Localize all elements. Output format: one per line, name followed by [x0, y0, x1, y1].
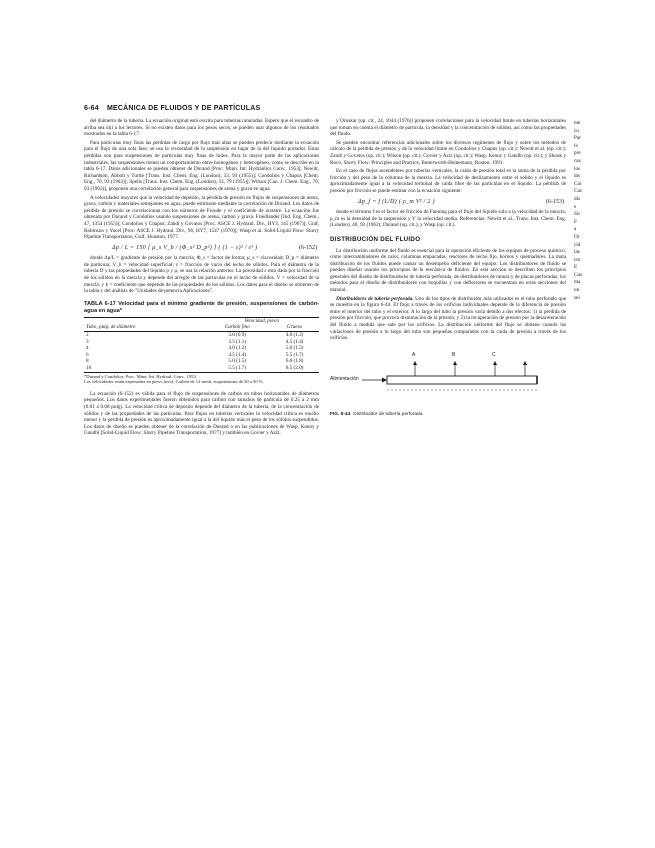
table-footnote: Las velocidades están expresadas en pies/s (m/s). Carbón de 12 mesh, suspensiones de 30 a 50 %.: [84, 379, 264, 385]
table-cell: 6.0 (1.8): [285, 358, 304, 365]
table-title: TABLA 6-17 Velocidad para el mínimo gradiente de presión, suspensiones de carbón-agua en agua*: [84, 300, 319, 314]
velocity-table: [84, 317, 319, 373]
outlet-arrow-head: [413, 361, 417, 365]
equation-number: (6-153): [546, 198, 564, 205]
right-after-equation: donde el término f es el factor de fricción de Fanning para el flujo del líquido solo a la velocidad de la mezcla, ρ_m es la densidad de la suspensión y V la velocidad media. Referencias: Newitt et al., Trans. Inst. Chem. Eng. (London), 40, 93 (1962); Durand (op. cit.), y Wasp (op. cit.).: [330, 209, 566, 229]
table-cell: 2: [86, 332, 89, 339]
page-number: 6-64: [84, 105, 99, 112]
margin-fragment: Or: [574, 233, 580, 240]
margin-fragment: un: [574, 287, 580, 294]
pipe-body: [387, 376, 537, 384]
running-title: MECÁNICA DE FLUIDOS Y DE PARTÍCULAS: [106, 105, 261, 112]
table-cell: 4.0 (1.2): [228, 345, 247, 352]
table-row: [84, 332, 319, 339]
table-cell: 3.0 (0.9): [228, 332, 247, 339]
margin-fragment: cre: [574, 256, 581, 263]
left-after-equation: donde Δp/L = gradiente de presión por la mezcla; Φ_s = factor de forma; μ_s = viscosidad; D_p = diámetro de partícula; V_b = velocidad superficial; ε = fracción de vacío del lecho de sólidos. Para el diámetro de la tubería D y las propiedades del líquido ρ y μ, se usa la relación anterior. La porosidad ε está dada por la fracción de los sólidos en la mezcla y depende del arreglo de las partículas en el lecho de sólidos. V = velocidad de la mezcla; y k = coeficiente que depende de las propiedades de los sólidos. Los datos para el diseño se obtienen de la tabla y del análisis de "Unidades de potencia Aplicaciones".: [84, 255, 319, 295]
running-header: [84, 105, 260, 112]
figure-number: FIG. 6-44: [330, 411, 351, 417]
table-cell: 8: [86, 358, 89, 365]
table-footnotes: [84, 374, 319, 385]
section-title: DISTRIBUCIÓN DEL FLUIDO: [330, 235, 421, 243]
table-cell: 4: [86, 345, 89, 352]
hole-label: B: [452, 351, 456, 358]
table-group-header: Velocidad, pies/s: [204, 317, 319, 324]
hole-label: A: [412, 351, 416, 358]
margin-fragment: pre: [574, 150, 581, 157]
margin-fragment: a: [574, 226, 577, 233]
margin-fragment: Cas: [574, 188, 582, 195]
margin-fragment: F: [574, 218, 577, 225]
equation-6-152: [112, 245, 319, 252]
table-cell: 5.5 (1.7): [285, 351, 304, 358]
outlet-arrow-head: [493, 361, 497, 365]
left-paragraph-1: del diámetro de la tubería. La ecuación original está escrita para tuberías ranuradas. Espero que el recuadro de arriba sea útil a los lectores. Si no existen datos para los pesos secos, se pueden usar algunos de los resultados mostrados en la tabla 6-17.: [84, 118, 319, 138]
table-cell: 3: [86, 338, 89, 345]
hole-label: C: [492, 351, 496, 358]
table-col-header: Tubo, pulg. de diámetro: [84, 324, 204, 331]
margin-fragment: Gas: [574, 271, 583, 278]
margin-fragment: ma: [574, 279, 581, 286]
table-row: [84, 345, 319, 352]
table-cell: 3.5 (1.1): [228, 338, 247, 345]
outlet-arrow-head: [523, 361, 527, 365]
outlet-arrow-head: [453, 361, 457, 365]
inlet-arrow-head: [382, 377, 387, 382]
figure-caption: [330, 412, 424, 419]
margin-fragment: cu: [574, 127, 579, 134]
inlet-label: Alimentación: [330, 375, 359, 382]
margin-fragment: e: [574, 203, 577, 210]
margin-fragment: sel: [574, 294, 580, 301]
table-cell: 10: [84, 365, 204, 372]
table-row: [84, 365, 319, 372]
equation-formula: Δp / L = 150 [ μ_s V_b / (Φ_s² D_p²) ] ( (1 − ε)² / ε³ ): [112, 244, 258, 251]
margin-fragment: Cor: [574, 180, 582, 187]
table-cell: 5.0 (1.5): [228, 358, 247, 365]
margin-fragment: dis: [574, 195, 581, 202]
adjacent-page-fragments: [574, 120, 594, 302]
equation-formula: Δp_f = f (L/D) ( ρ_m V² / 2 ): [358, 198, 435, 205]
left-paragraph-2: Para partículas muy finas las pérdidas de carga por flujo más altas se pueden predecir mediante la ecuación para el flujo de una sola fase; se usa la viscosidad de la suspensión en lugar de la del líquido portador. Estas pérdidas son para suspensiones de partículas muy finas de lodos. Para la mayor parte de las aplicaciones industriales, las suspensiones tienen un comportamiento entre homogéneo y heterogéneo, como se describe en la tabla 6-17. Datos adicionales se pueden obtener de Durand [Proc. Minn. Int. Hydraulics Conv., 1953], Newitt, Richardson, Abbott y Turtle [Trans. Inst. Chem. Eng. (London), 33, 93 (1955)]; Condolios y Chapus [Chem. Eng., 70, 93 (1963)]; Spells [Trans. Inst. Chem. Eng. (London), 33, 79 (1955)]; Wilson [Can. J. Chem. Eng., 70, 93 (1963)], proponen una correlación general para suspensiones de arena y grava en agua.: [84, 139, 319, 192]
table-cell: 5.0 (1.5): [285, 345, 304, 352]
equation-6-153: [358, 199, 566, 206]
section-paragraph: La distribución uniforme del fluido es esencial para la operación eficiente de los equipos de proceso químico, como intercambiadores de calor, columnas empacadas, reactores de lecho fijo, hornos y quemadores. La mala distribución de los fluidos puede causar un desempeño deficiente del equipo. Los distribuidores de fluido se pueden diseñar usando los principios de la mecánica de fluidos. En esta sección se describen los principios generales del diseño de distribuidores de tubería perforada, de distribuidores de ranura y de placas perforadas; los métodos para el diseño de distribuidores con boquillas y con deflectores se encuentran en otras secciones del manual.: [330, 247, 566, 294]
margin-fragment: los: [574, 165, 581, 172]
right-paragraph-2: Se pueden encontrar referencias adicionales sobre los diversos regímenes de flujo y sobre los métodos de cálculo de la pérdida de presión y de la velocidad límite en Condolios y Chapus (op. cit.); Newitt et al. (op. cit.); Zandi y Govatos (op. cit.); Wilson (op. cit.); Govier y Aziz (op. cit.); Wasp, Kenny y Gandhi (op. cit.); y Shook y Roco, Slurry Flow: Principles and Practice, Butterworth-Heinemann, Boston, 1991.: [330, 139, 566, 166]
margin-fragment: lo: [574, 142, 579, 149]
margin-fragment: las: [574, 249, 580, 256]
subsection-title: Distribuidores de tubería perforada.: [336, 295, 414, 302]
left-closing-paragraph: La ecuación (6-152) es válida para el flujo de suspensiones de carbón en tubos horizontales de diámetros pequeños. Los datos experimentales fueron obtenidos para carbón con tamaños de partícula de 0.25 a 2 mm (0.01 a 0.08 pulg). La velocidad crítica de depósito depende del diámetro de la tubería, de la concentración de sólidos y de las propiedades de las partículas. Para flujos en tuberías verticales la velocidad crítica es mucho menor y la pérdida de presión es aproximadamente igual a la del líquido más el peso de los sólidos suspendidos. Los datos de diseño se pueden obtener de la correlación de Durand o en las publicaciones de Wasp, Kenny y Gandhi [Solid-Liquid Flow: Slurry Pipeline Transportation, 1977] y también en Govier y Aziz.: [84, 390, 319, 437]
table-cell: 5.5 (1.7): [204, 365, 270, 372]
table-cell: 6: [86, 351, 89, 358]
perforated-pipe-diagram: [330, 350, 566, 412]
table-col-header: Grueso: [270, 324, 319, 331]
table-col-header: Carbón fino: [204, 324, 270, 331]
equation-number: (6-152): [299, 244, 317, 251]
figure-caption-text: Distribuidor de tubería perforada.: [353, 411, 424, 417]
margin-fragment: me: [574, 120, 581, 126]
table-cell: 4.5 (1.4): [228, 351, 247, 358]
margin-fragment: Par: [574, 135, 581, 142]
right-paragraph-1: y Oroskar (op. cit., 24, 1044 (1976)) proponen correlaciones para la velocidad límite en tuberías horizontales que toman en cuenta el diámetro de partícula, la densidad y la concentración de sólidos, así como las propiedades del fluido.: [330, 118, 566, 138]
right-column: [330, 118, 567, 417]
margin-fragment: Sir: [574, 211, 581, 218]
table-row: [84, 339, 319, 346]
margin-fragment: dis: [574, 173, 581, 180]
table-cell: 4.5 (1.4): [285, 338, 304, 345]
left-paragraph-3: A velocidades mayores que la velocidad de depósito, la pérdida de presión en flujos de suspensiones de arena, grava, carbón y materiales semejantes en agua, puede estimarse mediante la correlación de Durand. Los datos de pérdida de presión se correlacionan con los números de Froude y el coeficiente de arrastre. La ecuación fue obtenida por Durand y Condolios usando suspensiones de arena, carbón y grava. Friedlander [Ind. Eng. Chem., 47, 1354 (1955)]; Condolios y Chapus; Zandi y Govatos [Proc. ASCE J. Hydraul. Div., HY3, 145 (1967)]; Graf, Robinson y Yucel [Proc. ASCE J. Hydraul. Div., 96, HY7, 1547 (1970)]; Wasp et al. Solid-Liquid Flow: Slurry Pipeline Transportation, Gulf, Houston, 1977.: [84, 194, 319, 241]
margin-fragment: E: [574, 264, 578, 271]
left-column: [84, 118, 319, 439]
table-row: [84, 358, 319, 365]
table-cell: 6.5 (2.0): [270, 365, 319, 372]
subsection-paragraph: [330, 296, 566, 342]
figure-6-44: [330, 350, 566, 417]
right-paragraph-3: En el caso de flujos ascendentes por tuberías verticales, la caída de presión total es la suma de la pérdida por fricción y del peso de la columna de la mezcla. La velocidad de deslizamiento entre el sólido y el líquido es aproximadamente igual a la velocidad terminal de caída libre de las partículas en el líquido. La pérdida de presión por fricción se puede estimar con la ecuación siguiente:: [330, 168, 566, 194]
margin-fragment: cas: [574, 157, 581, 164]
margin-fragment: cid: [574, 241, 581, 248]
subsection-text: Uno de los tipos de distribuidor más utilizados es el tubo perforado que se muestra en la figura 6-44. El flujo a través de los orificios individuales depende de la diferencia de presión entre el interior del tubo y el exterior. A lo largo del tubo la presión varía debido a dos efectos: 1) la pérdida de presión por fricción, que provoca disminución de la presión, y 2) la recuperación de presión por la desaceleración del fluido a medida que sale por los orificios. La distribución uniforme del flujo se obtiene cuando las variaciones de presión a lo largo del tubo son pequeñas comparadas con la caída de presión a través de los orificios.: [330, 295, 567, 342]
table-row: [84, 352, 319, 359]
table-footnote: *Durand y Condolios, Proc. Minn. Int. Hydraul. Conv., 1953.: [84, 373, 198, 379]
table-cell: 4.0 (1.2): [285, 332, 304, 339]
